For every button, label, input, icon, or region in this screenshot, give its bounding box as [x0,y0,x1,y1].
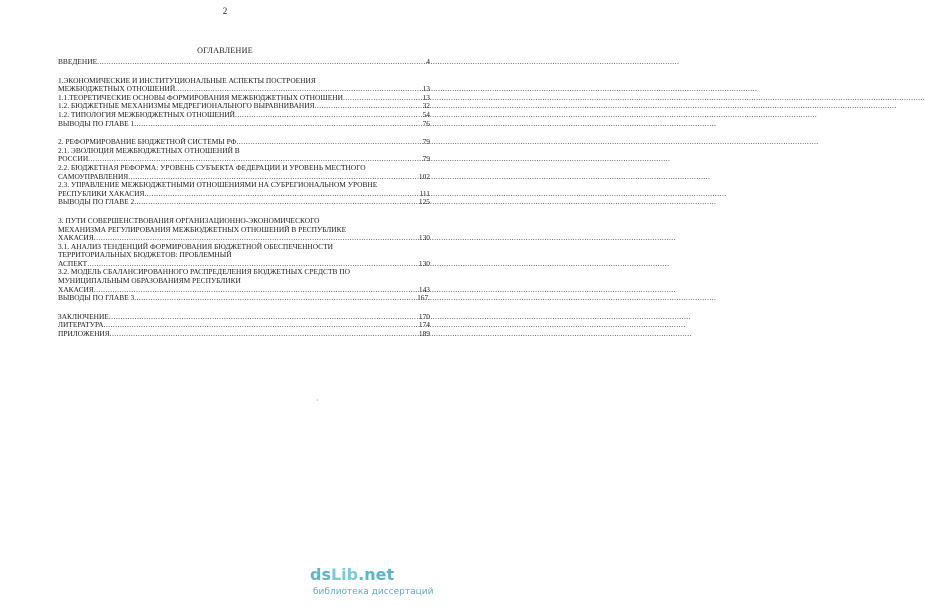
toc-entry-page: 4 [426,57,430,66]
toc-entry-page: 79 [422,154,430,164]
toc-entry-page: 76 [422,118,430,128]
toc-entry-title: 1.1.ТЕОРЕТИЧЕСКИЕ ОСНОВЫ ФОРМИРОВАНИЯ МЕЖБЮДЖЕТНЫХ ОТНОШЕНИ [58,92,343,102]
toc-entry-page: 111 [419,188,430,198]
toc-entry-page: 189 [418,329,430,339]
toc-entry-page: 125 [418,197,430,207]
toc-entry [58,58,430,67]
toc-entry-title: САМОУПРАВЛЕНИЯ [58,171,129,181]
toc-entry-page: 170 [418,311,430,321]
toc-leader-dots [134,198,418,207]
toc-line: 3.2. МОДЕЛЬ СБАЛАНСИРОВАННОГО РАСПРЕДЕЛЕНИЯ БЮДЖЕТНЫХ СРЕДСТВ ПО [58,267,350,277]
toc-entry-title: ВВЕДЕНИЕ [58,57,98,66]
toc-entry-title: ВЫВОДЫ ПО ГЛАВЕ 2 [58,197,135,207]
stray-dot: · [316,396,319,405]
toc-line: 2.1. ЭВОЛЮЦИЯ МЕЖБЮДЖЕТНЫХ ОТНОШЕНИЙ В [58,145,240,155]
toc-entry-title: ЗАКЛЮЧЕНИЕ [58,311,109,321]
toc-entry-title: РЕСПУБЛИКИ ХАКАСИЯ [58,188,145,198]
toc-title: ОГЛАВЛЕНИЕ [197,46,253,55]
toc-entry-title: ВЫВОДЫ ПО ГЛАВЕ 1 [58,118,135,128]
toc-entry-title: ХАКАСИЯ [58,284,94,294]
toc-leader-dots [134,120,421,129]
toc-entry-title: 2. РЕФОРМИРОВАНИЕ БЮДЖЕТНОЙ СИСТЕМЫ РФ [58,137,237,147]
watermark-logo: dsLib.net [310,565,395,584]
toc-leader-dots [236,138,421,147]
toc-leader-dots [110,330,418,339]
toc-line: ТЕРРИТОРИАЛЬНЫХ БЮДЖЕТОВ: ПРОБЛЕМНЫЙ [58,250,232,260]
toc-leader-dots [97,58,425,67]
toc-entry-title: МЕЖБЮДЖЕТНЫХ ОТНОШЕНИЙ [58,84,176,94]
toc-entry [58,330,430,339]
toc-entry-title: ПРИЛОЖЕНИЯ [58,329,110,339]
toc-entry-page: 167. [417,293,430,303]
toc-entry-page: 143 [418,284,430,294]
toc-entry-title: ЛИТЕРАТУРА [58,320,104,330]
toc-line: МЕХАНИЗМА РЕГУЛИРОВАНИЯ МЕЖБЮДЖЕТНЫХ ОТНОШЕНИЙ В РЕСПУБЛИКЕ [58,224,347,234]
toc-entry-page: 32 [422,101,430,111]
toc-entry-page: 79 [422,137,430,147]
toc-leader-dots [134,294,416,303]
toc-entry-page: 130 [418,233,430,243]
toc-entry-page: 54 [422,109,430,119]
table-of-contents [58,58,430,339]
toc-entry-title: 1.2. ТИПОЛОГИЯ МЕЖБЮДЖЕТНЫХ ОТНОШЕНИЙ [58,109,235,119]
toc-line: 3.1. АНАЛИЗ ТЕНДЕНЦИЙ ФОРМИРОВАНИЯ БЮДЖЕТНОЙ ОБЕСПЕЧЕННОСТИ [58,241,333,251]
toc-entry-page: 13 [422,92,430,102]
toc-entry [58,198,430,207]
toc-entry-page: 13 [422,84,430,94]
toc-entry-title: 1.2. БЮДЖЕТНЫЕ МЕХАНИЗМЫ МЕДРЕГИОНАЛЬНОГО ВЫРАВНИВАНИЯ [58,101,315,111]
toc-entry [58,120,430,129]
watermark [310,565,450,605]
toc-entry-title: АСПЕКТ [58,258,88,268]
toc-entry-page: 130 [418,258,430,268]
toc-line: 3. ПУТИ СОВЕРШЕНСТВОВАНИЯ ОРГАНИЗАЦИОННО-ЭКОНОМИЧЕСКОГО [58,215,320,225]
watermark-subtitle: библиотека диссертаций [313,587,434,597]
toc-entry [58,294,430,303]
toc-entry-title: ВЫВОДЫ ПО ГЛАВЕ 3 [58,293,135,303]
toc-line: 1.ЭКОНОМИЧЕСКИЕ И ИНСТИТУЦИОНАЛЬНЫЕ АСПЕКТЫ ПОСТРОЕНИЯ [58,75,316,85]
toc-entry-page: 102 [418,171,430,181]
toc-line: 2.2. БЮДЖЕТНАЯ РЕФОРМА: УРОВЕНЬ СУБЪЕКТА ФЕДЕРАЦИИ И УРОВЕНЬ МЕСТНОГО [58,162,366,172]
toc-entry-page: 174 [418,320,430,330]
toc-line: 2.3. УПРАВЛЕНИЕ МЕЖБЮДЖЕТНЫМИ ОТНОШЕНИЯМИ НА СУБРЕГИОНАЛЬНОМ УРОВНЕ [58,180,378,190]
toc-entry-title: ХАКАСИЯ [58,233,94,243]
toc-line: МУНИЦИПАЛЬНЫМ ОБРАЗОВАНИЯМ РЕСПУБЛИКИ [58,276,241,286]
page-number: 2 [222,6,228,16]
toc-entry-title: РОССИИ [58,154,89,164]
